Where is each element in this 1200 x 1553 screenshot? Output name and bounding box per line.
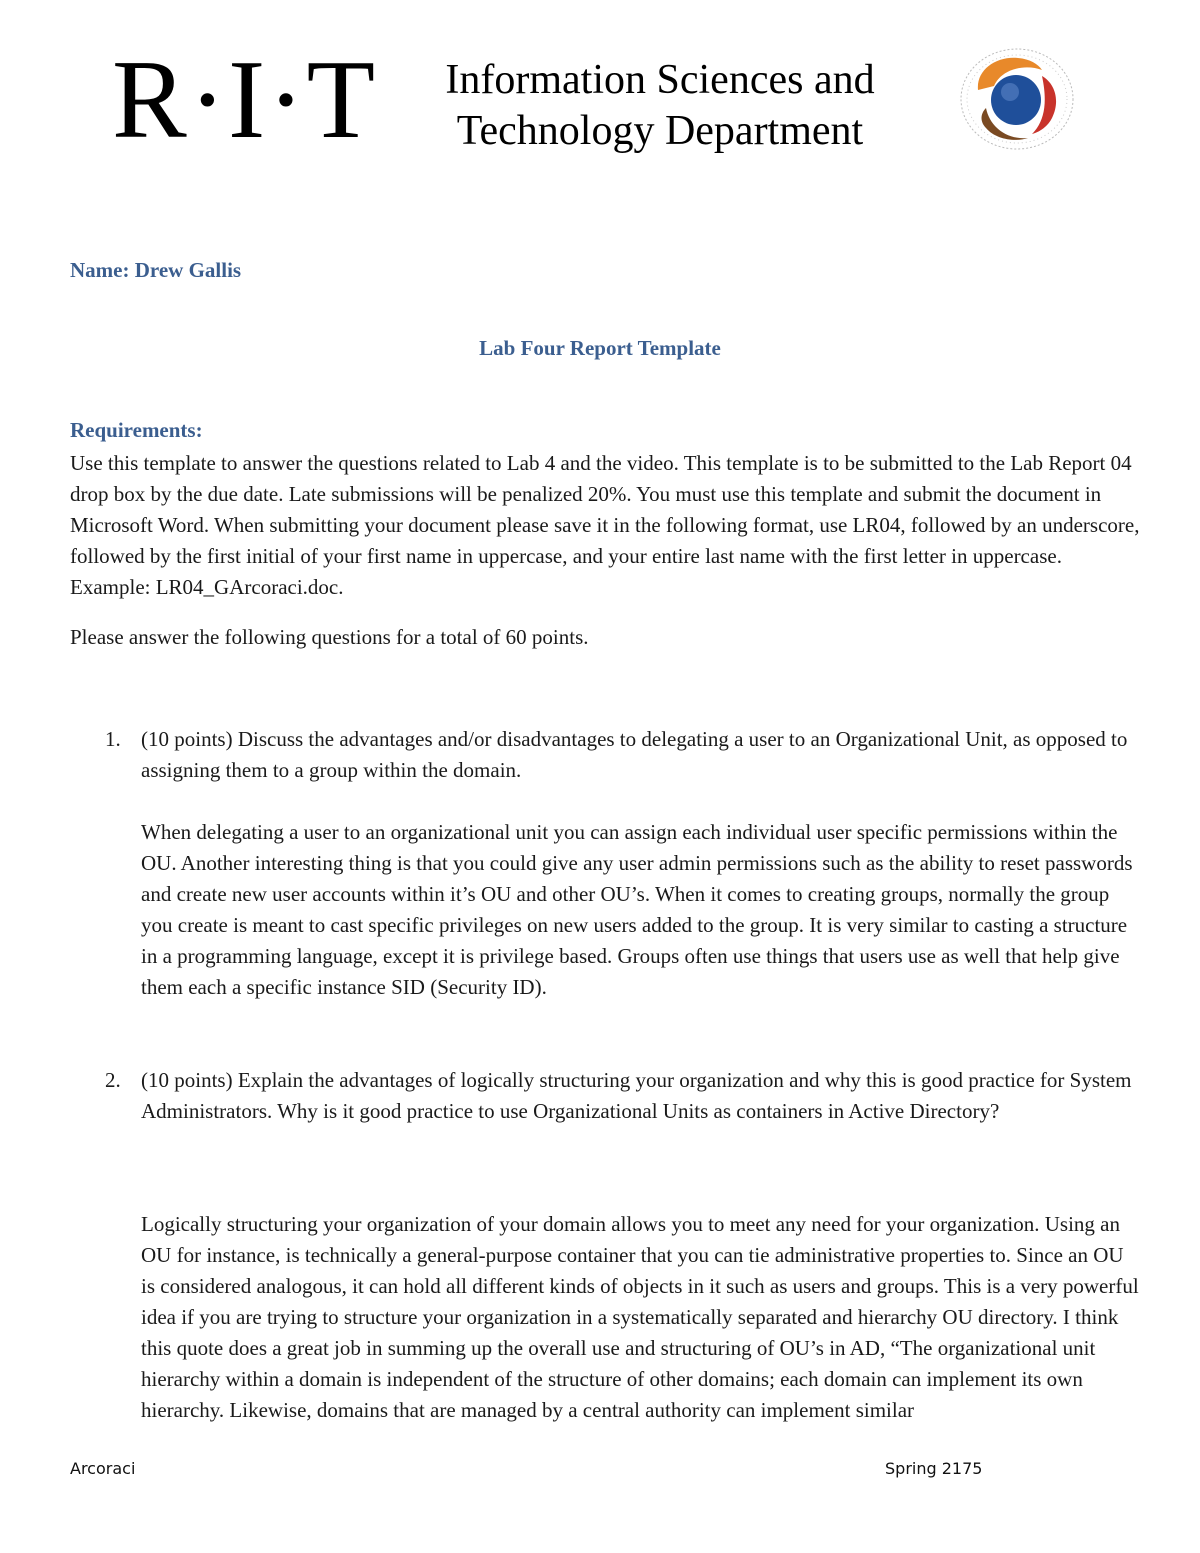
- requirements-heading: Requirements:: [70, 418, 203, 442]
- question-2-answer: Logically structuring your organization of your domain allows you to meet any need for your organization. Using an OU for instance, is technically a general-purpose container that you can tie administrative properties to. Since an OU is considered analogous, it can hold all different kinds of objects in it such as users and groups. This is a very powerful idea if you are trying to structure your organization in a systematically separated and hierarchy OU directory. I think this quote does a great job in summing up the overall use and structuring of OU’s in AD, “The organizational unit hierarchy within a domain is independent of the structure of other domains; each domain can implement its own hierarchy. Likewise, domains that are managed by a central authority can implement similar: [141, 1212, 1139, 1422]
- report-title: Lab Four Report Template: [479, 336, 721, 360]
- footer-term: Spring 2175: [885, 1459, 983, 1478]
- question-1-answer: When delegating a user to an organizational unit you can assign each individual user specific permissions within the OU. Another interesting thing is that you could give any user admin permissions such as the ability to reset passwords and create new user accounts within it’s OU and other OU’s. When it comes to creating groups, normally the group you create is meant to cast specific privileges on new users added to the group. It is very similar to casting a structure in a programming language, except it is privilege based. Groups often use things that users use as well that help give them each a specific instance SID (Security ID).: [141, 820, 1133, 999]
- total-points-line: Please answer the following questions for a total of 60 points.: [70, 625, 589, 649]
- question-1-prompt: (10 points) Discuss the advantages and/or disadvantages to delegating a user to an Organizational Unit, as opposed to assigning them to a group within the domain.: [141, 727, 1128, 782]
- department-title-line-1: Information Sciences and: [445, 57, 875, 103]
- requirements-text: Use this template to answer the questions related to Lab 4 and the video. This template is to be submitted to the Lab Report 04 drop box by the due date. Late submissions will be penalized 20%. You must use this template and submit the document in Microsoft Word. When submitting your document please save it in the following format, use LR04, followed by an underscore, followed by the first initial of your first name in uppercase, and your entire last name with the first letter in uppercase. Example: LR04_GArcoraci.doc.: [70, 451, 1140, 599]
- question-2-number: 2.: [105, 1068, 121, 1092]
- department-title-line-2: Technology Department: [456, 108, 864, 154]
- footer-author: Arcoraci: [70, 1459, 136, 1478]
- department-title: [420, 55, 900, 157]
- rit-logo: R·I·T: [112, 38, 378, 162]
- student-name: Name: Drew Gallis: [70, 258, 242, 282]
- question-2-prompt: (10 points) Explain the advantages of logically structuring your organization and why this is good practice for System Administrators. Why is it good practice to use Organizational Units as containers in Active Directory?: [141, 1068, 1132, 1123]
- question-1-number: 1.: [105, 727, 121, 751]
- department-seal-icon: [956, 46, 1078, 152]
